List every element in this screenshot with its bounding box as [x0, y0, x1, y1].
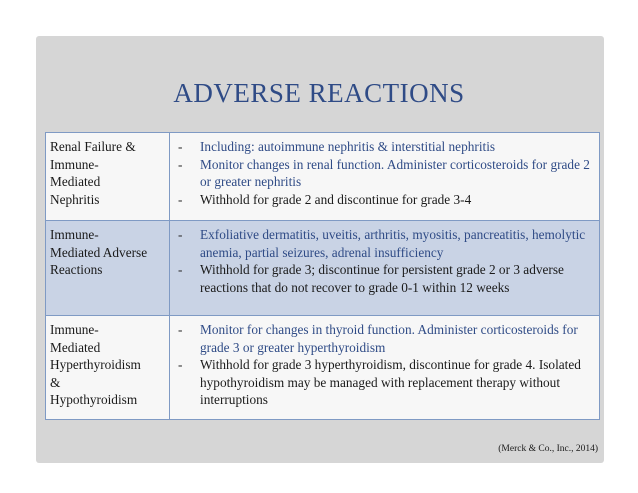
bullet-dash: - [178, 156, 183, 172]
item-text: Withhold for grade 2 and discontinue for grade 3-4 [200, 191, 472, 207]
bullet-dash: - [178, 262, 183, 277]
item-text: Withhold for grade 3 hyperthyroidism, discontinue for grade 4. Isolated hypothyroidism may be managed with replacement therapy without interruptions [200, 357, 581, 407]
table-row [46, 316, 600, 420]
list-item [178, 321, 595, 356]
item-text: Monitor for changes in thyroid function. Administer corticosteroids for grade 3 or greater hyperthyroidism [200, 322, 578, 355]
bullet-dash: - [178, 322, 183, 337]
adverse-reactions-table [45, 132, 600, 420]
item-text: Exfoliative dermatitis, uveitis, arthritis, myositis, pancreatitis, hemolytic anemia, partial seizures, adrenal insufficiency [200, 227, 586, 260]
citation: (Merck & Co., Inc., 2014) [498, 444, 598, 454]
table-row [46, 221, 600, 316]
list-item [178, 191, 595, 209]
row-label: Renal Failure & Immune- Mediated Nephritis [46, 133, 170, 221]
list-item [178, 261, 595, 296]
slide-title: ADVERSE REACTIONS [173, 78, 465, 108]
item-text: Including: autoimmune nephritis & interstitial nephritis [200, 139, 496, 154]
bullet-dash: - [178, 227, 183, 242]
row-label: Immune- Mediated Hyperthyroidism & Hypothyroidism [46, 316, 170, 420]
table-row [46, 133, 600, 221]
bullet-dash: - [178, 139, 183, 154]
bullet-dash: - [178, 357, 183, 372]
bullet-dash: - [178, 191, 183, 207]
list-item [178, 356, 595, 409]
row-content [170, 221, 600, 316]
item-text: Withhold for grade 3; discontinue for persistent grade 2 or 3 adverse reactions that do not recover to grade 0-1 within 12 weeks [200, 262, 564, 295]
row-content [170, 316, 600, 420]
list-item [178, 226, 595, 261]
list-item [178, 138, 595, 156]
row-label: Immune- Mediated Adverse Reactions [46, 221, 170, 316]
item-text: Monitor changes in renal function. Administer corticosteroids for grade 2 or greater nephritis [200, 156, 590, 189]
list-item [178, 156, 595, 191]
row-content [170, 133, 600, 221]
